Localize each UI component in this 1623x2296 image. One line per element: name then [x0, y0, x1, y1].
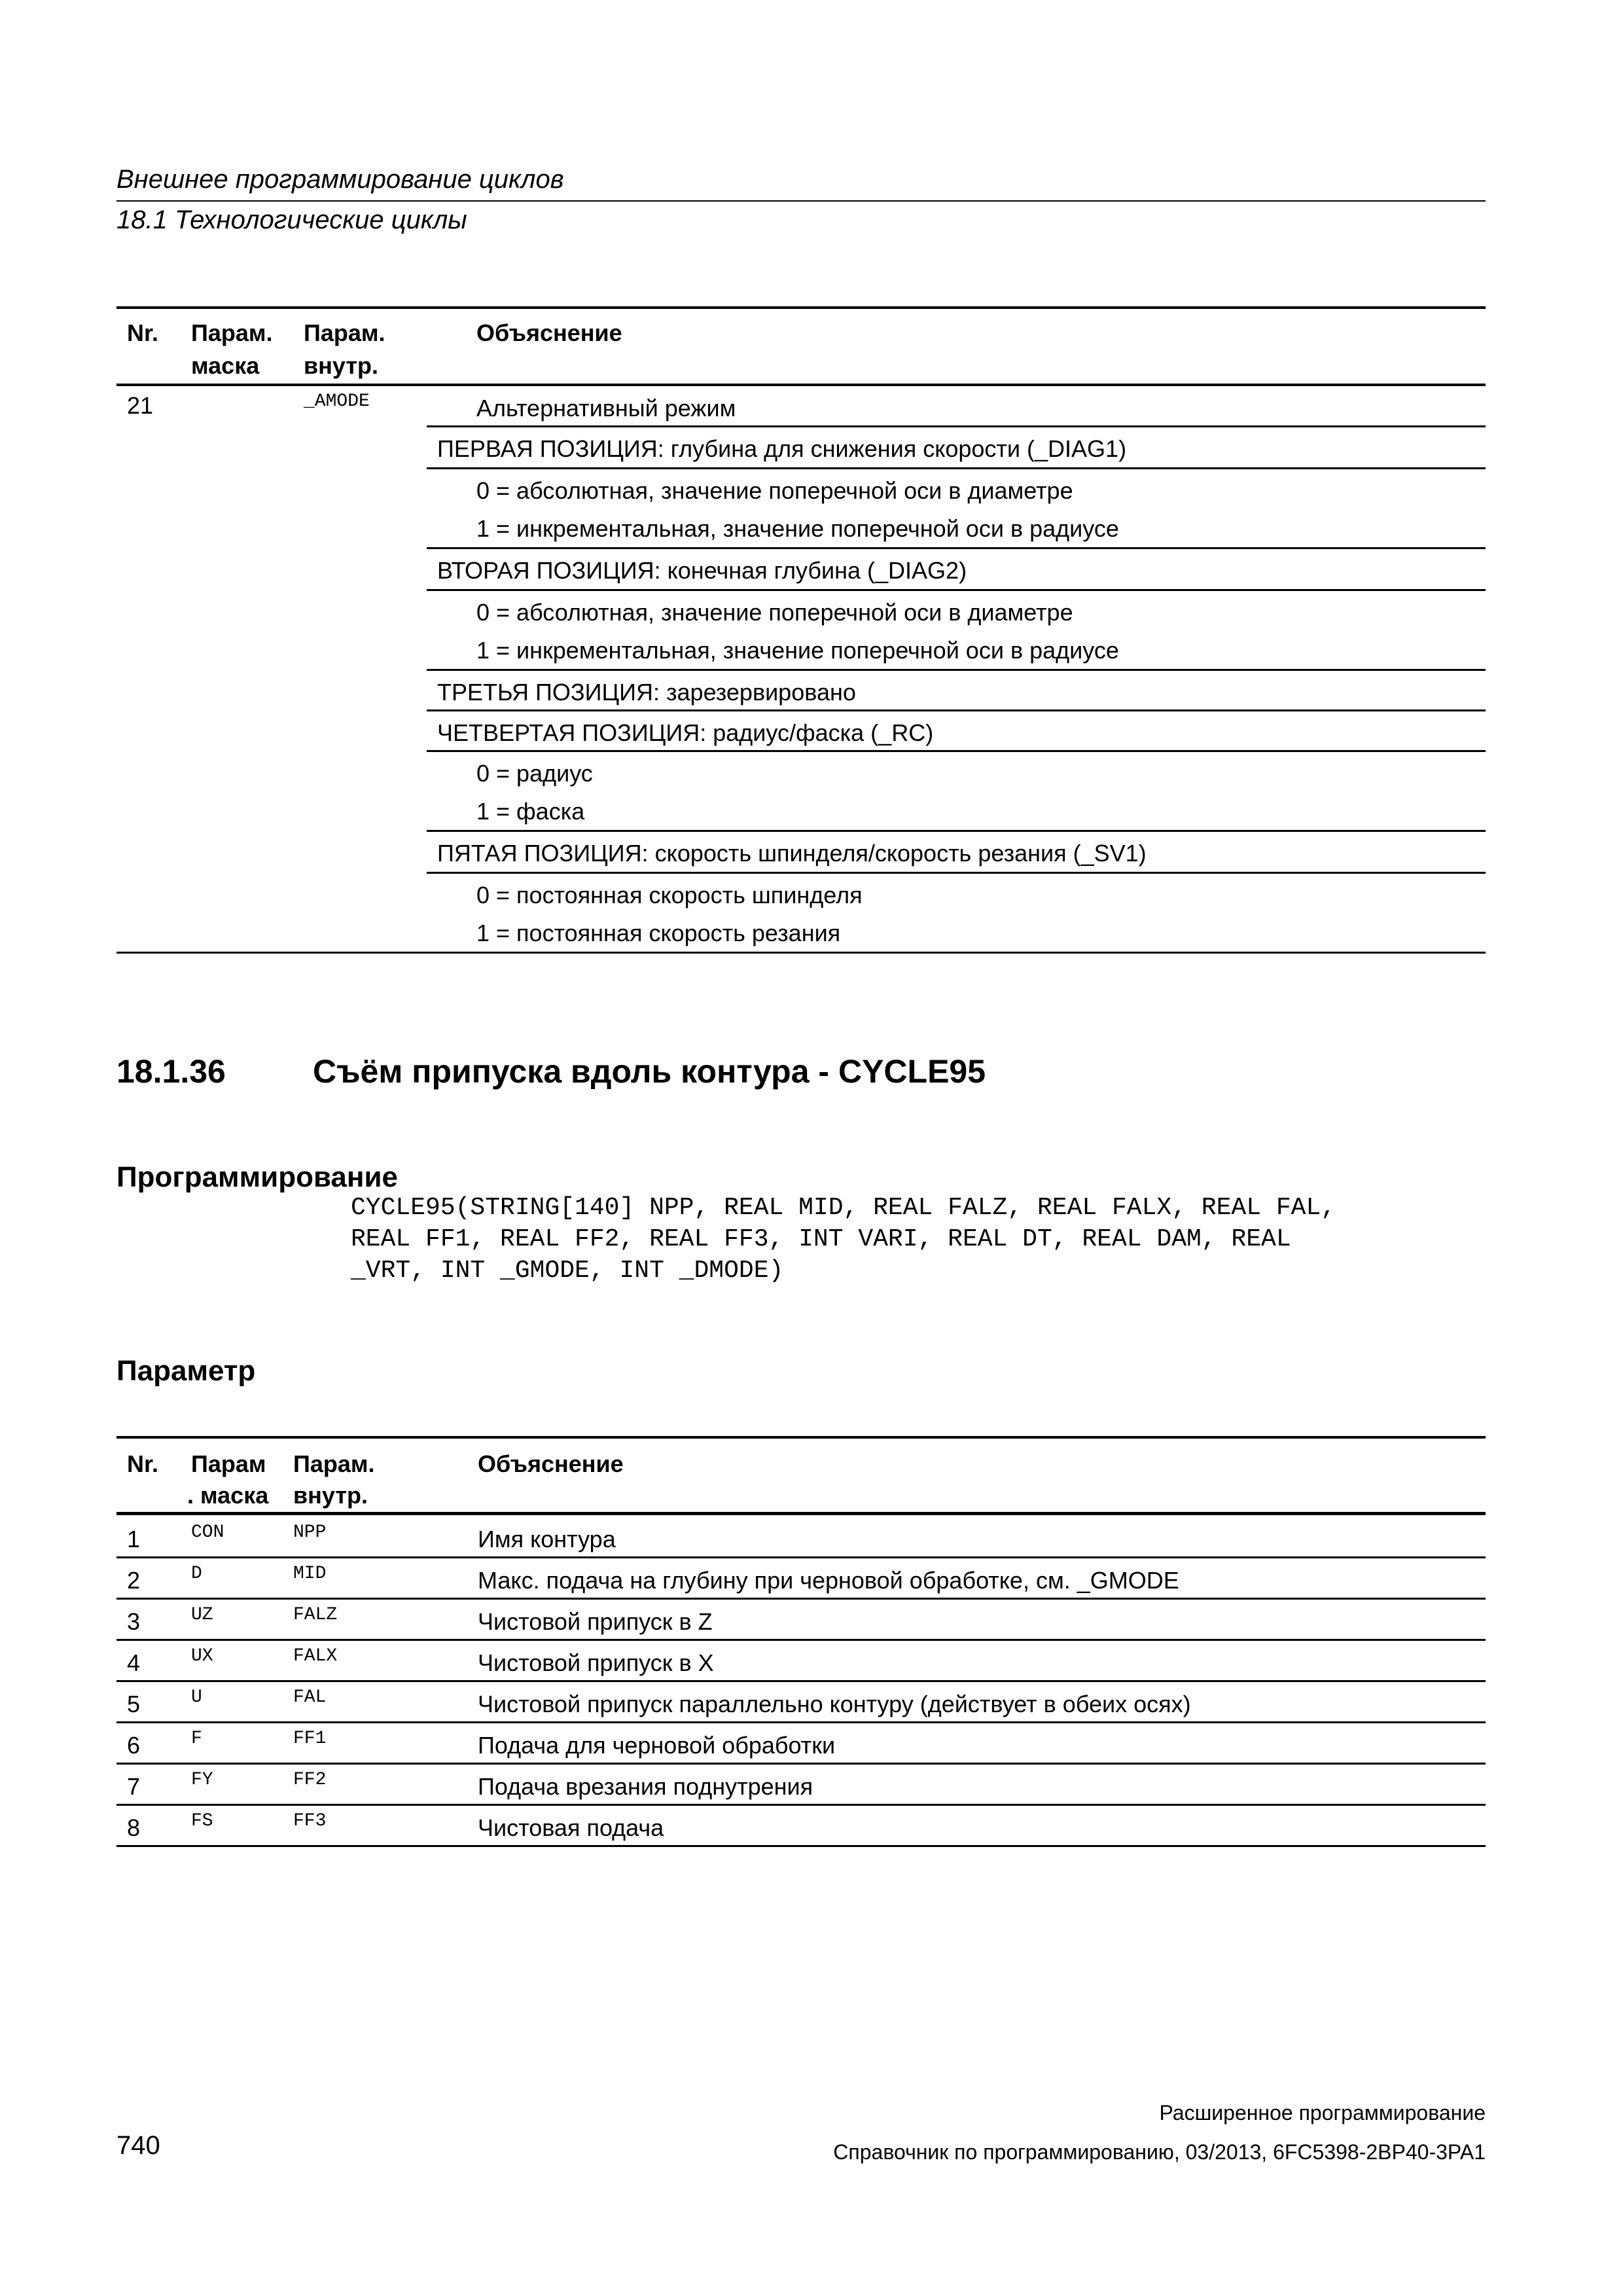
col-mask-header-2: . маска — [187, 1482, 269, 1509]
param-internal: FAL — [293, 1687, 327, 1708]
param-internal: FF2 — [293, 1770, 327, 1790]
param-explanation: Подача для черновой обработки — [478, 1732, 836, 1759]
param-explanation: Чистовой припуск в X — [478, 1649, 714, 1676]
col-mask-header-1: Парам. — [191, 319, 273, 346]
row-rule — [427, 425, 1486, 427]
param-mask: FY — [191, 1770, 213, 1790]
row-rule — [116, 1845, 1486, 1847]
param-mask: F — [191, 1729, 202, 1749]
param-nr: 4 — [127, 1649, 141, 1676]
param-nr: 6 — [127, 1732, 141, 1759]
expl-line: 0 = радиус — [476, 760, 593, 787]
section-title: Съём припуска вдоль контура - CYCLE95 — [313, 1053, 986, 1090]
param-explanation: Чистовой припуск в Z — [478, 1608, 713, 1635]
row-nr: 21 — [127, 392, 154, 419]
param-mask: D — [191, 1564, 202, 1584]
table-top-rule — [116, 306, 1486, 309]
row-rule — [116, 1721, 1486, 1723]
param-explanation: Имя контура — [478, 1526, 616, 1552]
footer-title: Расширенное программирование — [1159, 2101, 1486, 2125]
row-rule — [427, 830, 1486, 832]
table-header-rule — [116, 384, 1486, 386]
param-nr: 3 — [127, 1608, 141, 1635]
param-internal: FF1 — [293, 1729, 327, 1749]
param-explanation: Чистовой припуск параллельно контуру (действует в обеих осях) — [478, 1691, 1191, 1717]
expl-line: ВТОРАЯ ПОЗИЦИЯ: конечная глубина (_DIAG2) — [437, 557, 967, 584]
param-internal: NPP — [293, 1522, 327, 1543]
row-rule — [116, 1763, 1486, 1765]
expl-line: 1 = инкрементальная, значение поперечной оси в радиусе — [476, 515, 1119, 542]
param-explanation: Макс. подача на глубину при черновой обработке, см. _GMODE — [478, 1567, 1179, 1594]
expl-line: 0 = абсолютная, значение поперечной оси в диаметре — [476, 599, 1073, 626]
param-nr: 5 — [127, 1691, 141, 1717]
col-mask-header-1: Парам — [191, 1450, 266, 1477]
param-mask: FS — [191, 1811, 213, 1831]
param-internal: FALZ — [293, 1605, 338, 1625]
row-rule — [116, 1556, 1486, 1558]
expl-line: Альтернативный режим — [476, 395, 736, 422]
param-mask: U — [191, 1687, 202, 1708]
param-internal: MID — [293, 1564, 327, 1584]
expl-line: ПЯТАЯ ПОЗИЦИЯ: скорость шпинделя/скорость резания (_SV1) — [437, 840, 1147, 867]
param-mask: CON — [191, 1522, 224, 1543]
row-param-internal: _AMODE — [304, 391, 370, 412]
expl-line: 0 = постоянная скорость шпинделя — [476, 882, 863, 908]
row-rule — [427, 709, 1486, 711]
programming-heading: Программирование — [116, 1161, 398, 1193]
row-rule — [427, 467, 1486, 469]
param-internal: FF3 — [293, 1811, 327, 1831]
section-number: 18.1.36 — [116, 1053, 226, 1090]
row-rule — [116, 1680, 1486, 1682]
col-explanation-header: Объяснение — [478, 1450, 624, 1477]
col-internal-header-2: внутр. — [304, 352, 378, 379]
col-nr-header: Nr. — [127, 319, 159, 346]
expl-line: ЧЕТВЕРТАЯ ПОЗИЦИЯ: радиус/фаска (_RC) — [437, 719, 934, 746]
row-rule — [116, 1639, 1486, 1641]
expl-line: ТРЕТЬЯ ПОЗИЦИЯ: зарезервировано — [437, 679, 856, 706]
param-mask: UZ — [191, 1605, 213, 1625]
col-explanation-header: Объяснение — [476, 319, 622, 346]
param-explanation: Чистовая подача — [478, 1814, 664, 1841]
running-header-chapter: Внешнее программирование циклов — [116, 165, 564, 194]
parameter-heading: Параметр — [116, 1355, 256, 1387]
row-rule — [427, 589, 1486, 591]
col-internal-header-1: Парам. — [293, 1450, 375, 1477]
expl-line: ПЕРВАЯ ПОЗИЦИЯ: глубина для снижения скорости (_DIAG1) — [437, 435, 1127, 462]
param-explanation: Подача врезания поднутрения — [478, 1773, 813, 1800]
running-header-section: 18.1 Технологические циклы — [116, 206, 467, 234]
param-mask: UX — [191, 1646, 213, 1666]
expl-line: 0 = абсолютная, значение поперечной оси в диаметре — [476, 477, 1073, 504]
expl-line: 1 = постоянная скорость резания — [476, 920, 841, 946]
col-nr-header: Nr. — [127, 1450, 159, 1477]
footer-reference: Справочник по программированию, 03/2013, 6FC5398-2BP40-3PA1 — [833, 2140, 1486, 2164]
param-internal: FALX — [293, 1646, 338, 1666]
table-bottom-rule — [116, 952, 1486, 954]
col-mask-header-2: маска — [191, 352, 260, 379]
header-rule — [116, 200, 1486, 202]
param-nr: 7 — [127, 1773, 141, 1800]
table-header-rule — [116, 1512, 1486, 1515]
row-rule — [116, 1598, 1486, 1600]
page-number: 740 — [116, 2131, 160, 2160]
row-rule — [116, 1804, 1486, 1806]
col-internal-header-1: Парам. — [304, 319, 385, 346]
row-rule — [427, 872, 1486, 874]
param-nr: 2 — [127, 1567, 141, 1594]
param-nr: 1 — [127, 1526, 141, 1552]
row-rule — [427, 750, 1486, 752]
expl-line: 1 = фаска — [476, 798, 585, 825]
expl-line: 1 = инкрементальная, значение поперечной оси в радиусе — [476, 637, 1119, 664]
row-rule — [427, 669, 1486, 671]
col-internal-header-2: внутр. — [293, 1482, 368, 1509]
cycle95-syntax: CYCLE95(STRING[140] NPP, REAL MID, REAL FALZ, REAL FALX, REAL FAL, REAL FF1, REAL FF2, REAL FF3, INT VARI, REAL DT, REAL DAM, REAL _VRT, INT _GMODE, INT _DMODE) — [351, 1194, 1336, 1285]
table-top-rule — [116, 1436, 1486, 1439]
row-rule — [427, 547, 1486, 549]
param-nr: 8 — [127, 1814, 141, 1841]
